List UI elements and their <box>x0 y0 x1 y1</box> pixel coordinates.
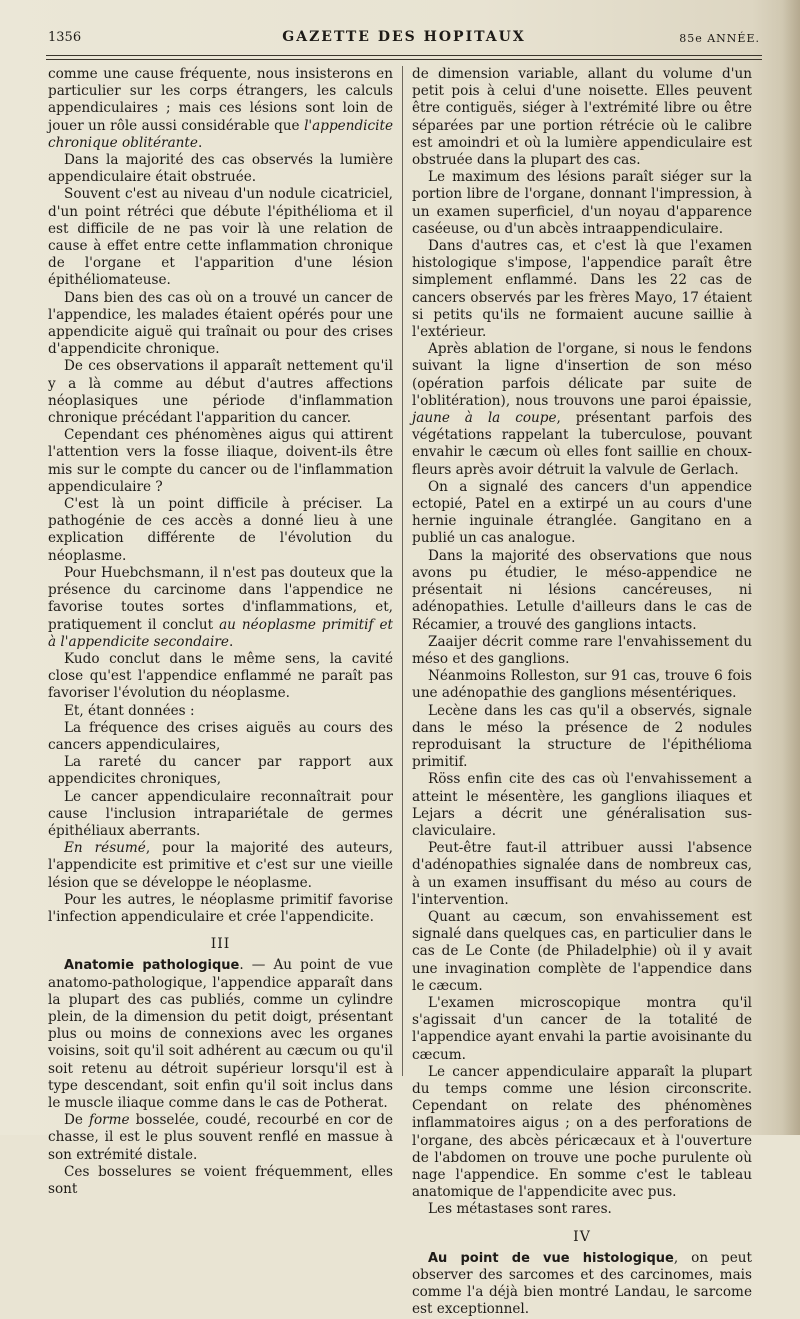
text-run: On a signalé des cancers d'un appendice ectopié, Patel en a extirpé un au cours d'une hernie inguinale étranglée. Gangitano en a publié un cas analogue. <box>412 478 752 547</box>
paragraph <box>48 703 393 720</box>
paragraph <box>48 651 393 703</box>
text-run: Dans la majorité des cas observés la lumière appendiculaire était obstruée. <box>48 152 393 186</box>
text-run: Souvent c'est au niveau d'un nodule cicatriciel, d'un point rétréci que débute l'épithélioma et il est difficile de ne pas voir là une relation de cause à effet entre cette inflammation chronique de l'organe et l'apparition d'une lésion épithéliomateuse. <box>48 186 393 289</box>
text-run: Et, étant données : <box>64 702 195 719</box>
text-run: Ces bosselures se voient fréquemment, elles sont <box>48 1163 393 1197</box>
text-run: Le cancer appendiculaire apparaît la plupart du temps comme une lésion circonscrite. Cependant on relate des phénomènes inflammatoires aigus ; on a des perforations de l'organe, des abcès péricæcaux et à l'ouverture de l'abdomen on trouve une poche purulente où nage l'appendice. En somme c'est le tableau anatomique de l'appendicite avec pus. <box>412 1063 752 1201</box>
text-run: Dans bien des cas où on a trouvé un cancer de l'appendice, les malades étaient opérés pour une appendicite aiguë qui traînait ou pour des crises d'appendicite chronique. <box>48 289 393 358</box>
paragraph <box>412 840 752 909</box>
text-run: Zaaijer décrit comme rare l'envahissement du méso et des ganglions. <box>412 633 752 667</box>
paragraph <box>48 358 393 427</box>
text-run: . — Au point de vue anatomo-pathologique, l'appendice apparaît dans la plupart des cas publiés, comme un cylindre plein, de la dimension du petit doigt, présentant plus ou moins de connexions avec les organes voisins, soit qu'il soit adhérent au cæcum ou qu'il soit retenu au détroit supérieur lorsqu'il est à type descendant, soit enfin qu'il soit inclus dans le muscle iliaque comme dans le cas de Potherat. <box>48 957 393 1111</box>
run-in-heading: Au point de vue histologique <box>428 1250 674 1266</box>
paragraph <box>48 66 393 152</box>
text-run: , on peut observer des sarcomes et des carcinomes, mais comme l'a déjà bien montré Landau, le sarcome est exceptionnel. <box>412 1249 752 1318</box>
right-column <box>412 66 752 1319</box>
paragraph <box>48 1164 393 1198</box>
text-run: Néanmoins Rolleston, sur 91 cas, trouve 6 fois une adénopathie des ganglions mésentériques. <box>412 668 752 702</box>
paragraph <box>412 668 752 702</box>
paragraph <box>48 290 393 359</box>
text-run: Pour Huebchsmann, il n'est pas douteux que la présence du carcinome dans l'appendice ne favorise toutes sortes d'inflammations, et, pratiquement il conclut <box>48 564 393 633</box>
paragraph <box>48 754 393 788</box>
page-edge-shadow <box>782 0 800 1135</box>
paragraph <box>412 703 752 772</box>
paragraph <box>48 152 393 186</box>
text-run: Pour les autres, le néoplasme primitif favorise l'infection appendiculaire et crée l'appendicite. <box>48 891 393 925</box>
text-run: Peut-être faut-il attribuer aussi l'absence d'adénopathies signalée dans de nombreux cas, à un examen insuffisant du méso au cours de l'intervention. <box>412 840 752 908</box>
journal-year: 85e ANNÉE. <box>679 32 760 45</box>
text-run: Les métastases sont rares. <box>428 1201 612 1218</box>
text-run: . <box>197 134 203 151</box>
left-column <box>48 66 393 1198</box>
text-run: L'examen microscopique montra qu'il s'agissait d'un cancer de la totalité de l'appendice ayant envahi la partie avoisinante du cæcum. <box>412 994 752 1063</box>
text-run: , présentant parfois des végétations rappelant la tuberculose, pouvant envahir le cæcum où elles font saillie en choux-fleurs après avoir détruit la valvule de Gerlach. <box>412 410 752 478</box>
text-run: Dans la majorité des observations que nous avons pu étudier, le méso-appendice ne présentait ni lésions cancéreuses, ni adénopathies. Letulle d'ailleurs dans le cas de Récamier, a trouvé des ganglions intacts. <box>412 547 752 633</box>
text-run: , pour la majorité des auteurs, l'appendicite est primitive et c'est sur une vieille lésion que se développe le néoplasme. <box>48 840 393 891</box>
text-run: La rareté du cancer par rapport aux appendicites chroniques, <box>48 754 393 788</box>
paragraph <box>412 1201 752 1218</box>
text-run: Röss enfin cite des cas où l'envahissement a atteint le mésentère, les ganglions iliaques et Lejars a décrit une généralisation sus-claviculaire. <box>412 771 752 839</box>
text-run: Le cancer appendiculaire reconnaîtrait pour cause l'inclusion intrapariétale de germes épithéliaux aberrants. <box>48 788 393 839</box>
paragraph <box>412 909 752 995</box>
italic-text: jaune à la coupe <box>412 410 557 427</box>
paragraph <box>412 1064 752 1202</box>
paragraph <box>48 840 393 892</box>
text-run: Après ablation de l'organe, si nous le fendons suivant la ligne d'insertion de son méso (opération parfois délicate par suite de l'oblitération), nous trouvons une paroi épaissie, <box>412 341 752 409</box>
paragraph <box>48 720 393 754</box>
text-run: Cependant ces phénomènes aigus qui attirent l'attention vers la fosse iliaque, doivent-ils être mis sur le compte du cancer ou de l'inflammation appendiculaire ? <box>48 427 393 495</box>
text-run: de dimension variable, allant du volume d'un petit pois à celui d'une noisette. Elles peuvent être contiguës, siéger à l'extrémité libre ou être séparées par une portion rétrécie où le calibre est amoindri et où la lumière appendiculaire est obstruée dans la plupart des cas. <box>412 66 752 169</box>
paragraph <box>412 1250 752 1319</box>
italic-text: En résumé <box>64 840 146 857</box>
text-run: Dans d'autres cas, et c'est là que l'examen histologique s'impose, l'appendice paraît être simplement enflammé. Dans les 22 cas de cancers observés par les frères Mayo, 17 étaient si petits qu'ils ne formaient aucune saillie à l'extérieur. <box>412 238 752 341</box>
text-run: . <box>228 633 234 650</box>
italic-text: au néoplasme primitif et à l'appendicite secondaire <box>48 616 393 650</box>
text-run: Kudo conclut dans le même sens, la cavité close qu'est l'appendice enflammé ne paraît pas favoriser l'évolution du néoplasme. <box>48 650 393 702</box>
italic-text: forme <box>88 1112 130 1129</box>
text-run: comme une cause fréquente, nous insisterons en particulier sur les corps étrangers, les calculs appendiculaires ; mais ces lésions sont loin de jouer un rôle aussi considérable que <box>48 66 393 134</box>
column-divider <box>402 66 403 1076</box>
header-rule-double <box>46 59 762 60</box>
page-header <box>48 26 760 52</box>
paragraph <box>412 66 752 169</box>
paragraph <box>48 957 393 1112</box>
paragraph <box>412 634 752 668</box>
paragraph <box>48 427 393 496</box>
run-in-heading: Anatomie pathologique <box>64 958 240 974</box>
paragraph <box>412 479 752 548</box>
text-run: Quant au cæcum, son envahissement est signalé dans quelques cas, en particulier dans le cas de Le Conte (de Philadelphie) où il y avait une invagination complète de l'appendice dans le cæcum. <box>412 908 752 994</box>
section-heading: III <box>210 936 231 953</box>
text-run: La fréquence des crises aiguës au cours des cancers appendiculaires, <box>48 719 393 753</box>
paragraph <box>48 186 393 289</box>
text-run: De <box>64 1112 89 1129</box>
header-rule <box>46 55 762 56</box>
paragraph <box>48 496 393 565</box>
journal-title: GAZETTE DES HOPITAUX <box>282 29 526 45</box>
paragraph <box>412 771 752 840</box>
paragraph <box>48 565 393 651</box>
text-run: C'est là un point difficile à préciser. La pathogénie de ces accès a donné lieu à une explication différente de l'évolution du néoplasme. <box>48 496 393 564</box>
text-run: bosselée, coudé, recourbé en cor de chasse, il est le plus souvent renflé en massue à son extrémité distale. <box>48 1112 393 1163</box>
text-run: Lecène dans les cas qu'il a observés, signale dans le méso la présence de 2 nodules reproduisant la structure de l'épithélioma primitif. <box>412 702 752 771</box>
paragraph <box>412 548 752 634</box>
paragraph <box>48 892 393 926</box>
paragraph <box>412 341 752 479</box>
section-heading: IV <box>573 1228 591 1245</box>
page-number: 1356 <box>48 30 82 45</box>
paragraph <box>48 789 393 841</box>
paragraph <box>412 238 752 341</box>
paragraph <box>412 169 752 238</box>
paragraph <box>412 995 752 1064</box>
text-run: Le maximum des lésions paraît siéger sur la portion libre de l'organe, donnant l'impression, à un examen superficiel, d'un noyau d'apparence caséeuse, ou d'un abcès intraappendiculaire. <box>412 169 752 237</box>
italic-text: l'appendicite chronique oblitérante <box>48 117 393 151</box>
text-run: De ces observations il apparaît nettement qu'il y a là comme au début d'autres affections néoplasiques une période d'inflammation chronique précédant l'apparition du cancer. <box>48 358 393 427</box>
paragraph <box>48 1112 393 1164</box>
